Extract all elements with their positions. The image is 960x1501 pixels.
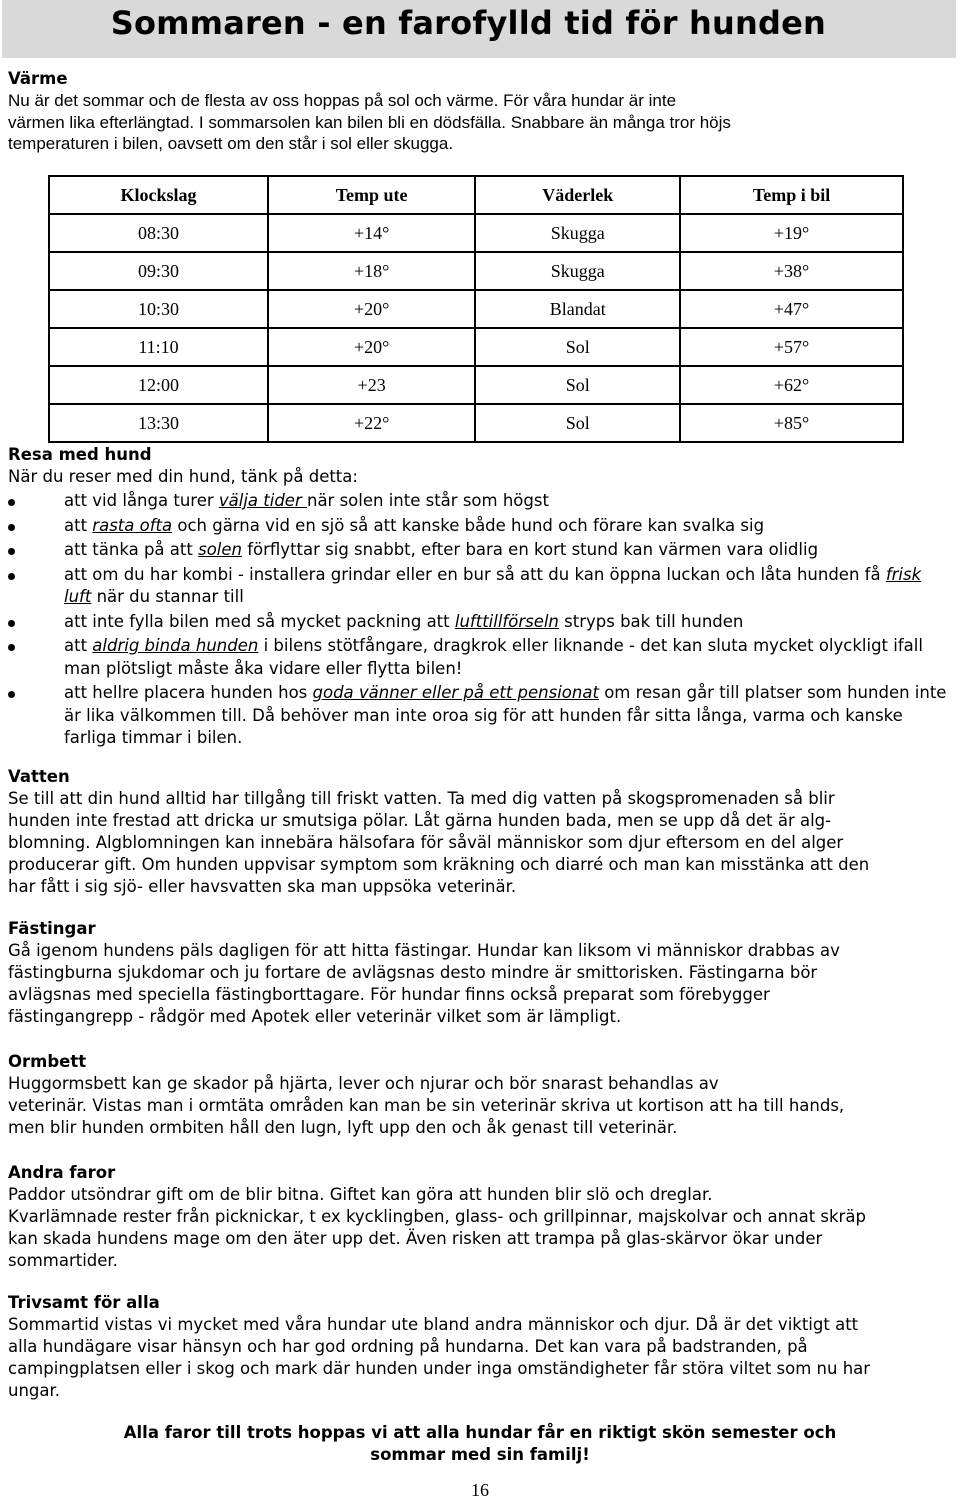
page-number: 16 xyxy=(471,1480,489,1500)
paragraph-line: veterinär. Vistas man i ormtäta områden kan man be sin veterinär skriva ut kortison att ha till hands, xyxy=(8,1096,845,1115)
paragraph-line: men blir hunden ormbiten håll den lugn, lyft upp den och åk genast till veterinär. xyxy=(8,1118,678,1137)
column-header: Klockslag xyxy=(49,176,268,214)
paragraph-line: Sommartid vistas vi mycket med våra hundar ute bland andra människor och djur. Då är det viktigt att xyxy=(8,1315,859,1334)
list-item: att inte fylla bilen med så mycket packning att lufttillförseln stryps bak till hunden xyxy=(8,611,948,634)
bullet-icon xyxy=(8,548,15,555)
bullet-icon xyxy=(8,573,15,580)
paragraph-line: fästingburna sjukdomar och ju fortare de avlägsnas desto mindre är smittorisken. Fästingarna bör xyxy=(8,963,818,982)
paragraph-line: Huggormsbett kan ge skador på hjärta, lever och njurar och bör snarast behandlas av xyxy=(8,1074,719,1093)
paragraph-line: Se till att din hund alltid har tillgång till friskt vatten. Ta med dig vatten på skogspromenaden så blir xyxy=(8,789,835,808)
table-cell: +62° xyxy=(680,366,903,404)
paragraph-line: Kvarlämnade rester från picknickar, t ex kycklingben, glass- och grillpinnar, majskolvar och annat skräp xyxy=(8,1207,866,1226)
bullet-icon xyxy=(8,691,15,698)
table-cell: +18° xyxy=(268,252,475,290)
emphasis: solen xyxy=(198,540,242,559)
bullet-icon xyxy=(8,644,15,651)
table-cell: 13:30 xyxy=(49,404,268,442)
table-cell: +23 xyxy=(268,366,475,404)
paragraph-line: kan skada hundens mage om den äter upp det. Även risken att trampa på glas-skärvor ökar under xyxy=(8,1229,823,1248)
paragraph-line: blomning. Algblomningen kan innebära hälsofara för såväl människor som djur eftersom en del alger xyxy=(8,833,844,852)
table-cell: 09:30 xyxy=(49,252,268,290)
table-cell: +14° xyxy=(268,214,475,252)
table-cell: Skugga xyxy=(475,252,680,290)
table-row xyxy=(49,366,903,404)
table-cell: +85° xyxy=(680,404,903,442)
section-heading: Fästingar xyxy=(8,919,96,938)
bullet-icon xyxy=(8,524,15,531)
emphasis: välja tider xyxy=(218,491,307,510)
temperature-table xyxy=(48,175,904,443)
table-cell: Sol xyxy=(475,404,680,442)
table-cell: Sol xyxy=(475,328,680,366)
section-heading: Ormbett xyxy=(8,1052,87,1071)
paragraph-line: campingplatsen eller i skog och mark där hunden under inga omständigheter får störa viltet som nu har xyxy=(8,1359,871,1378)
paragraph-line: Gå igenom hundens päls dagligen för att hitta fästingar. Hundar kan liksom vi människor drabbas av xyxy=(8,941,840,960)
paragraph-line: avlägsnas med speciella fästingborttagare. För hundar finns också preparat som förebygger xyxy=(8,985,770,1004)
section-andra-faror xyxy=(8,1162,948,1272)
section-vatten xyxy=(8,766,948,898)
section-varme xyxy=(8,68,948,155)
paragraph-line: temperaturen i bilen, oavsett om den står i sol eller skugga. xyxy=(8,134,454,153)
title-bar xyxy=(2,0,956,58)
section-fastingar xyxy=(8,918,948,1028)
table-header-row xyxy=(49,176,903,214)
section-trivsamt xyxy=(8,1292,948,1402)
section-heading: Resa med hund xyxy=(8,445,152,464)
table-cell: +38° xyxy=(680,252,903,290)
table-cell: 11:10 xyxy=(49,328,268,366)
section-heading: Värme xyxy=(8,69,68,88)
table-row xyxy=(49,404,903,442)
emphasis: lufttillförseln xyxy=(454,611,559,631)
closing-line: sommar med sin familj! xyxy=(370,1445,590,1464)
bullet-icon xyxy=(8,499,15,506)
column-header: Väderlek xyxy=(475,176,680,214)
section-ormbett xyxy=(8,1051,948,1139)
paragraph-line: har fått i sig sjö- eller havsvatten ska man uppsöka veterinär. xyxy=(8,877,517,896)
closing-message xyxy=(0,1422,960,1466)
paragraph-line: ungar. xyxy=(8,1381,61,1400)
section-heading: Vatten xyxy=(8,767,70,786)
list-item: att om du har kombi - installera grindar eller en bur så att du kan öppna luckan och låta hunden få frisk luft när du stannar till xyxy=(8,564,948,609)
table-cell: +20° xyxy=(268,290,475,328)
table-row xyxy=(49,252,903,290)
table-cell: Blandat xyxy=(475,290,680,328)
table-cell: +22° xyxy=(268,404,475,442)
paragraph-line: Paddor utsöndrar gift om de blir bitna. Giftet kan göra att hunden blir slö och dreglar. xyxy=(8,1185,713,1204)
table-cell: +47° xyxy=(680,290,903,328)
table-cell: 08:30 xyxy=(49,214,268,252)
section-heading: Trivsamt för alla xyxy=(8,1293,160,1312)
table-cell: +20° xyxy=(268,328,475,366)
paragraph-line: fästingangrepp - rådgör med Apotek eller veterinär vilket som är lämpligt. xyxy=(8,1007,622,1026)
list-item: att tänka på att solen förflyttar sig snabbt, efter bara en kort stund kan värmen vara olidlig xyxy=(8,539,948,562)
list-item: att hellre placera hunden hos goda vänner eller på ett pensionat om resan går till platser som hunden inte är lika välkommen till. Då behöver man inte oroa sig för att hunden får sitta långa, varma och kanske farliga timmar i bilen. xyxy=(8,682,948,750)
column-header: Temp ute xyxy=(268,176,475,214)
table-cell: Skugga xyxy=(475,214,680,252)
page-title: Sommaren - en farofylld tid för hunden xyxy=(110,4,826,42)
bullet-icon xyxy=(8,620,15,627)
table-cell: 10:30 xyxy=(49,290,268,328)
emphasis: aldrig binda hunden xyxy=(92,636,259,655)
table-row xyxy=(49,214,903,252)
table-row xyxy=(49,328,903,366)
list-item: att aldrig binda hunden i bilens stötfångare, dragkrok eller liknande - det kan sluta mycket olyckligt ifall man plötsligt måste åka vidare eller flytta bilen! xyxy=(8,635,948,680)
emphasis: goda vänner eller på ett pensionat xyxy=(312,683,599,702)
list-item: att rasta ofta och gärna vid en sjö så att kanske både hund och förare kan svalka sig xyxy=(8,515,948,538)
list-item: att vid långa turer välja tider när solen inte står som högst xyxy=(8,490,948,513)
travel-tips-list xyxy=(8,490,948,752)
paragraph-line: hunden inte frestad att dricka ur smutsiga pölar. Låt gärna hunden bada, men se upp då det är alg- xyxy=(8,811,832,830)
section-intro: När du reser med din hund, tänk på detta: xyxy=(8,467,358,486)
paragraph-line: alla hundägare visar hänsyn och har god ordning på hundarna. Det kan vara på badstranden, på xyxy=(8,1337,808,1356)
closing-line: Alla faror till trots hoppas vi att alla hundar får en riktigt skön semester och xyxy=(123,1423,837,1442)
table-cell: +19° xyxy=(680,214,903,252)
column-header: Temp i bil xyxy=(680,176,903,214)
section-resa xyxy=(8,444,948,488)
emphasis: frisk luft xyxy=(64,564,922,606)
paragraph-line: sommartider. xyxy=(8,1251,118,1270)
table-cell: 12:00 xyxy=(49,366,268,404)
table-cell: +57° xyxy=(680,328,903,366)
paragraph-line: Nu är det sommar och de flesta av oss hoppas på sol och värme. För våra hundar är inte xyxy=(8,91,677,110)
table-cell: Sol xyxy=(475,366,680,404)
paragraph-line: värmen lika efterlängtad. I sommarsolen kan bilen bli en dödsfälla. Snabbare än många tror höjs xyxy=(8,112,731,132)
section-heading: Andra faror xyxy=(8,1163,116,1182)
paragraph-line: producerar gift. Om hunden uppvisar symptom som kräkning och diarré och man kan misstänka att den xyxy=(8,855,870,874)
table-row xyxy=(49,290,903,328)
emphasis: rasta ofta xyxy=(92,515,173,535)
